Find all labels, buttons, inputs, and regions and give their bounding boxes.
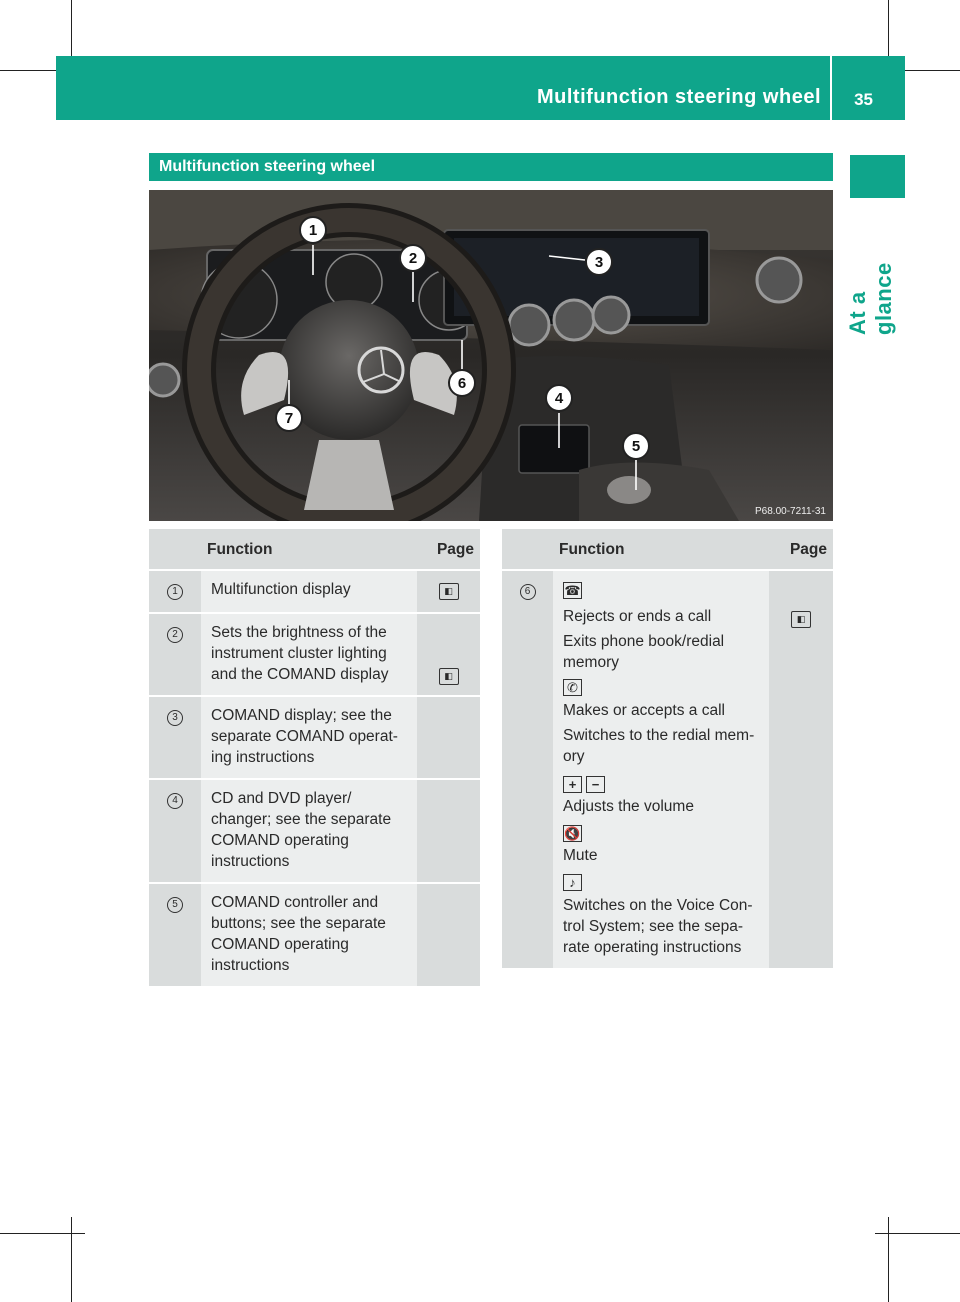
svg-text:5: 5 [631,438,641,455]
mute-icon: 🔇 [564,826,581,841]
volume-plus-icon: + [563,776,582,793]
end-call-icon: ☎ [564,583,581,598]
column-header-number [502,529,553,570]
function-text: Exits phone book/redial [563,633,725,650]
column-header-number [149,529,201,570]
function-text: Switches on the Voice Con- [563,897,753,914]
header-separator [830,56,832,120]
function-text: CD and DVD player/ [211,790,352,807]
function-text: COMAND operating [211,832,349,849]
crop-mark [888,1217,889,1302]
side-tab-block [850,155,905,198]
table-row [149,883,480,987]
function-text: instructions [211,957,290,974]
table-row [149,696,480,779]
table-header-row [502,529,833,570]
crop-mark [0,1233,85,1234]
function-text: Rejects or ends a call [563,608,712,625]
column-header-page: Page [417,529,480,570]
crop-mark [71,1217,72,1302]
item-number-badge: 2 [167,627,183,643]
function-text: Multifunction display [211,581,351,598]
table-row [502,570,833,969]
accept-call-icon: ✆ [563,679,582,696]
table-row [149,613,480,696]
item-number-badge: 5 [167,897,183,913]
function-table-left [149,529,480,988]
column-header-function: Function [201,529,417,570]
function-text: ory [563,748,585,765]
function-text: Sets the brightness of the [211,624,387,641]
function-text: Mute [563,847,598,864]
svg-text:2: 2 [408,250,418,267]
item-number-badge: 3 [167,710,183,726]
function-text: and the COMAND display [211,666,389,683]
function-text: instrument cluster lighting [211,645,387,662]
running-header-title: Multifunction steering wheel [536,86,821,108]
function-text: buttons; see the separate [211,915,386,932]
function-text: changer; see the separate [211,811,392,828]
item-number-badge: 6 [520,584,536,600]
function-text: Switches to the redial mem- [563,727,755,744]
page-ref-icon: ◧ [439,668,459,685]
running-header [56,56,905,120]
table-header-row [149,529,480,570]
page-number: 35 [854,90,873,109]
function-text: instructions [211,853,290,870]
volume-plus-minus-icon [563,773,763,796]
function-text: Makes or accepts a call [563,702,725,719]
svg-text:1: 1 [308,222,318,239]
table-row [149,570,480,613]
function-text: separate COMAND operat- [211,728,398,745]
function-text: ing instructions [211,749,315,766]
function-text: trol System; see the sepa- [563,918,744,935]
steering-wheel-illustration [149,190,833,521]
image-reference-code: P68.00-7211-31 [755,506,826,517]
function-text: COMAND operating [211,936,349,953]
voice-control-icon: ♪ [563,874,582,891]
svg-text:3: 3 [594,254,604,271]
side-tab-label: At a glance [845,262,896,335]
crop-mark [875,1233,960,1234]
table-row [149,779,480,883]
page-ref-icon: ◧ [791,611,811,628]
function-text: COMAND controller and [211,894,379,911]
column-header-page: Page [769,529,833,570]
function-table-right [502,529,833,970]
item-number-badge: 1 [167,584,183,600]
function-text: memory [563,654,619,671]
function-text: COMAND display; see the [211,707,392,724]
item-number-badge: 4 [167,793,183,809]
page-ref-icon: ◧ [439,583,459,600]
svg-text:7: 7 [284,410,294,427]
svg-text:6: 6 [457,375,467,392]
function-text: Adjusts the volume [563,798,694,815]
function-text: rate operating instructions [563,939,742,956]
column-header-function: Function [553,529,769,570]
volume-minus-icon: − [586,776,605,793]
svg-text:4: 4 [554,390,564,407]
section-title: Multifunction steering wheel [149,153,833,181]
